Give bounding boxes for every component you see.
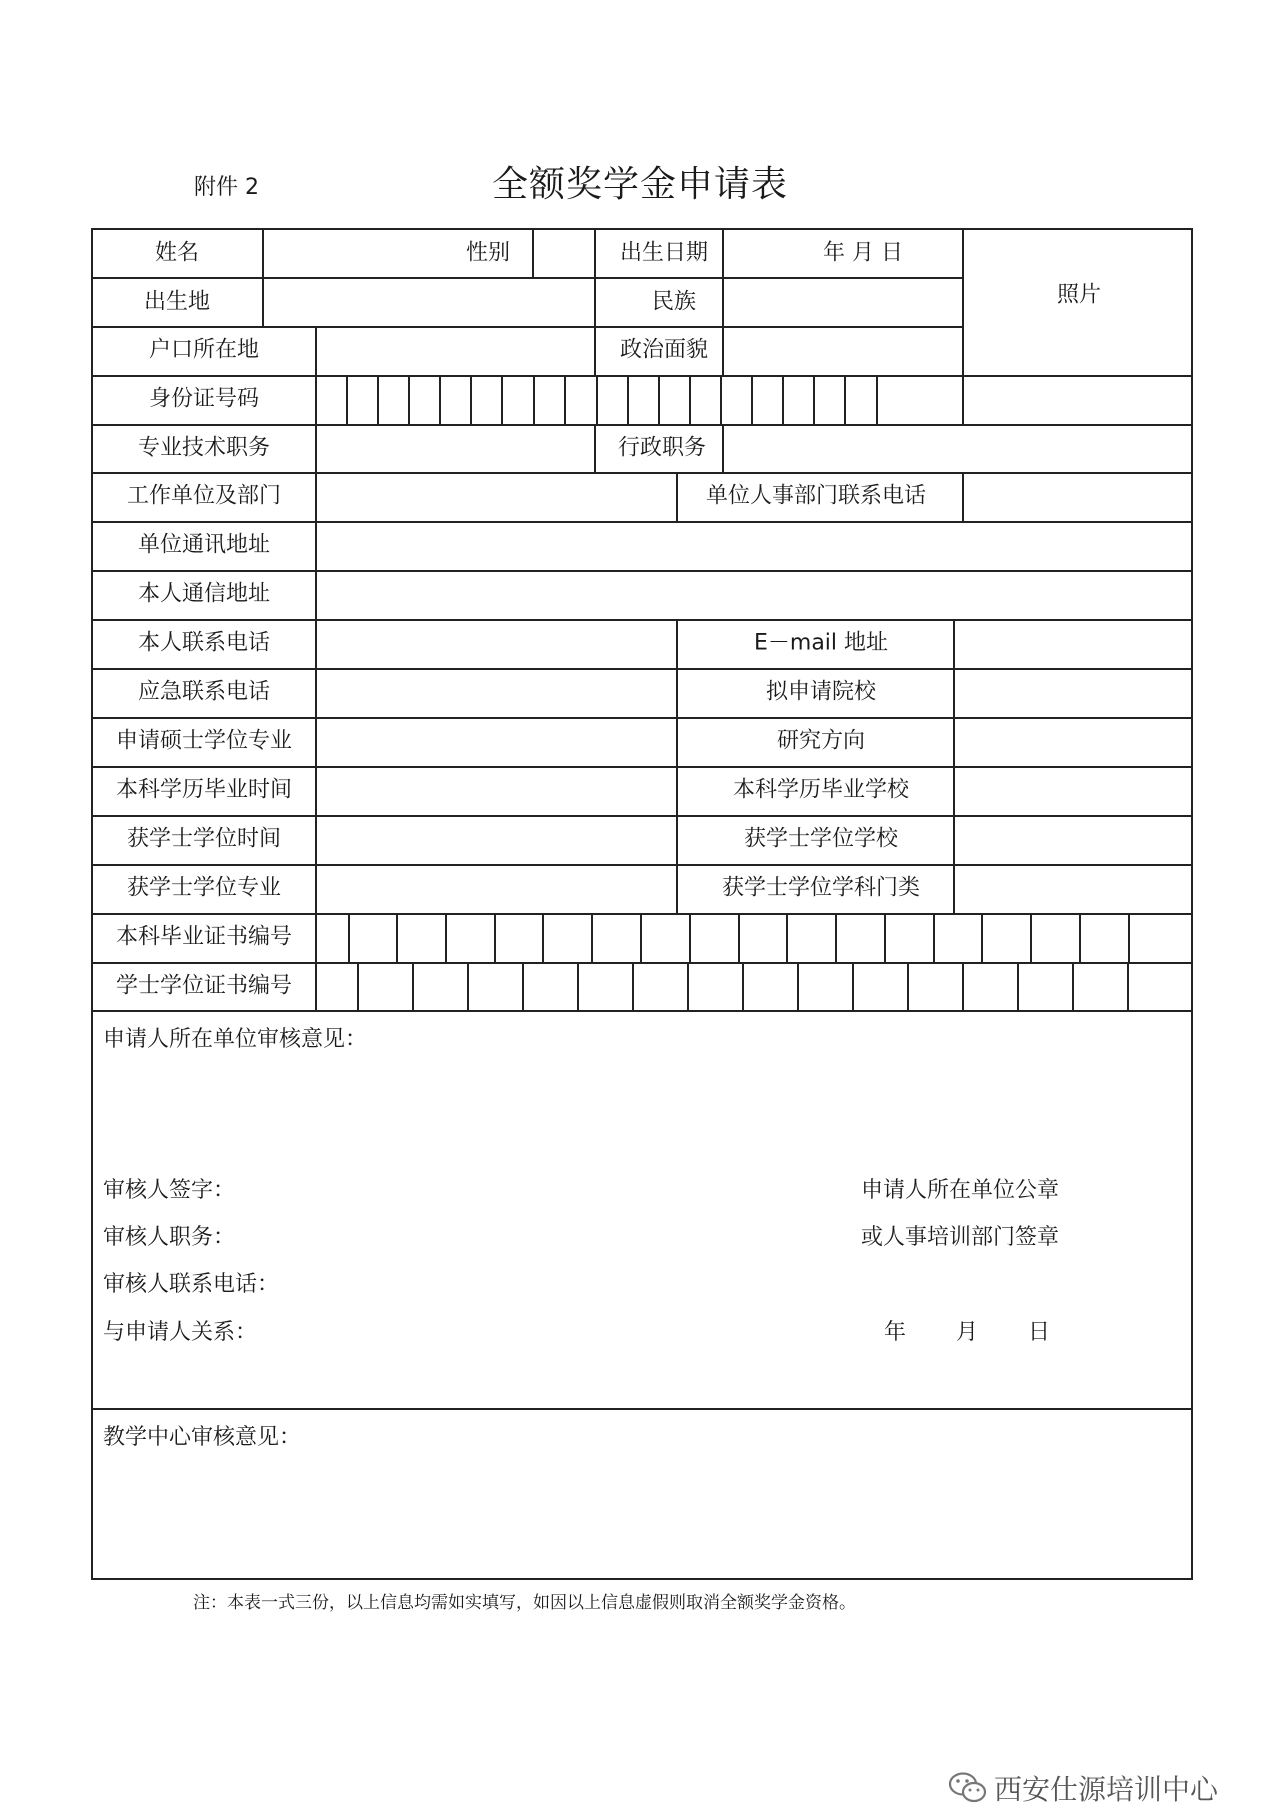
- cert-digit-box: [962, 962, 964, 1010]
- row-divider: [93, 962, 1191, 964]
- diploma-digit-box: [738, 913, 740, 962]
- row-divider: [93, 815, 1191, 817]
- emergency-phone-field[interactable]: [317, 668, 676, 716]
- hukou-field[interactable]: [317, 326, 594, 376]
- relationship-label: 与申请人关系：: [103, 1320, 258, 1345]
- name-label: 姓名: [154, 240, 200, 266]
- emergency-phone-label: 应急联系电话: [137, 679, 271, 705]
- id-digit-box: [844, 375, 846, 424]
- diploma-digit-box: [445, 913, 447, 962]
- cert-digit-box: [797, 962, 799, 1010]
- photo-divider: [962, 230, 964, 375]
- column-divider: [722, 230, 724, 277]
- cert-digit-box: [1127, 962, 1129, 1010]
- row-divider: [93, 766, 1191, 768]
- seal-line-1: 申请人所在单位公章: [861, 1178, 1060, 1203]
- row-divider: [93, 864, 1191, 866]
- cert-digit-box: [577, 962, 579, 1010]
- email-field[interactable]: [955, 619, 1193, 667]
- personal-address-field[interactable]: [317, 570, 1193, 618]
- id-digit-box: [377, 375, 379, 424]
- diploma-digit-box: [689, 913, 691, 962]
- date-day: 日: [1028, 1320, 1051, 1345]
- admin-position-field[interactable]: [724, 424, 1193, 472]
- column-divider: [315, 913, 317, 962]
- row-divider: [93, 1010, 1191, 1012]
- column-divider: [315, 962, 317, 1010]
- employer-address-field[interactable]: [317, 521, 1193, 569]
- id-digit-box: [876, 375, 878, 424]
- diploma-digit-box: [396, 913, 398, 962]
- id-digit-box: [408, 375, 410, 424]
- diploma-digit-box: [1079, 913, 1081, 962]
- diploma-digit-box: [542, 913, 544, 962]
- employer-address-label: 单位通讯地址: [137, 532, 271, 558]
- target-school-label: 拟申请院校: [765, 679, 877, 705]
- birthplace-label: 出生地: [143, 289, 211, 315]
- hr-phone-field[interactable]: [963, 472, 1193, 520]
- column-divider: [262, 230, 264, 277]
- diploma-digit-box: [1128, 913, 1130, 962]
- birth-date-label: 出生日期: [619, 240, 709, 266]
- degree-category-label: 获学士学位学科门类: [721, 875, 921, 901]
- ethnicity-label: 民族: [651, 289, 697, 315]
- gender-field[interactable]: [534, 230, 594, 277]
- professional-title-field[interactable]: [317, 424, 594, 472]
- grad-school-label: 本科学历毕业学校: [732, 777, 910, 803]
- grad-time-field[interactable]: [317, 766, 676, 814]
- diploma-digit-box: [933, 913, 935, 962]
- diploma-no-label: 本科毕业证书编号: [115, 924, 293, 950]
- email-label: E－mail 地址: [753, 630, 889, 656]
- name-field[interactable]: [264, 230, 474, 277]
- cert-digit-box: [1072, 962, 1074, 1010]
- reviewer-position-label: 审核人职务：: [103, 1225, 236, 1250]
- hr-phone-label: 单位人事部门联系电话: [705, 483, 927, 509]
- column-divider: [594, 424, 596, 472]
- cert-digit-box: [742, 962, 744, 1010]
- photo-box[interactable]: [963, 230, 1193, 376]
- employer-opinion-label: 申请人所在单位审核意见：: [103, 1027, 368, 1052]
- column-divider: [532, 230, 534, 277]
- id-digit-box: [501, 375, 503, 424]
- row-divider: [93, 375, 1191, 377]
- column-divider: [315, 375, 317, 424]
- row-divider: [93, 277, 962, 279]
- wechat-icon: [948, 1771, 988, 1805]
- degree-school-field[interactable]: [955, 815, 1193, 863]
- column-divider: [676, 619, 678, 913]
- column-divider: [315, 521, 317, 619]
- column-divider: [315, 619, 317, 913]
- column-divider: [953, 619, 955, 913]
- personal-phone-label: 本人联系电话: [137, 630, 271, 656]
- political-status-field[interactable]: [724, 326, 962, 376]
- attachment-label: 附件 2: [194, 175, 259, 200]
- cert-digit-box: [412, 962, 414, 1010]
- master-major-label: 申请硕士学位专业: [115, 728, 293, 754]
- degree-cert-no-label: 学士学位证书编号: [115, 973, 293, 999]
- id-digit-box: [813, 375, 815, 424]
- center-opinion-label: 教学中心审核意见：: [103, 1425, 302, 1450]
- diploma-digit-box: [494, 913, 496, 962]
- column-divider: [722, 424, 724, 472]
- degree-major-field[interactable]: [317, 864, 676, 912]
- birth-date-placeholder: 年 月 日: [823, 240, 903, 266]
- row-divider: [93, 717, 1191, 719]
- hukou-label: 户口所在地: [148, 337, 260, 363]
- id-digit-box: [627, 375, 629, 424]
- diploma-digit-box: [981, 913, 983, 962]
- page-title: 全额奖学金申请表: [491, 164, 788, 205]
- column-divider: [676, 472, 678, 521]
- cert-digit-box: [467, 962, 469, 1010]
- date-year: 年: [884, 1320, 907, 1345]
- employer-dept-field[interactable]: [317, 472, 676, 520]
- diploma-digit-box: [884, 913, 886, 962]
- degree-school-label: 获学士学位学校: [743, 826, 899, 852]
- personal-phone-field[interactable]: [317, 619, 676, 667]
- cert-digit-box: [1017, 962, 1019, 1010]
- diploma-digit-box: [640, 913, 642, 962]
- admin-position-label: 行政职务: [617, 435, 707, 461]
- employer-dept-label: 工作单位及部门: [126, 483, 282, 509]
- cert-digit-box: [522, 962, 524, 1010]
- watermark: [948, 1768, 1218, 1808]
- professional-title-label: 专业技术职务: [137, 435, 271, 461]
- cert-digit-box: [907, 962, 909, 1010]
- ethnicity-field[interactable]: [724, 278, 962, 326]
- column-divider: [722, 277, 724, 326]
- date-month: 月: [956, 1320, 979, 1345]
- column-divider: [594, 230, 596, 277]
- grad-time-label: 本科学历毕业时间: [115, 777, 293, 803]
- column-divider: [262, 277, 264, 326]
- birthplace-field[interactable]: [264, 278, 594, 326]
- diploma-digit-box: [786, 913, 788, 962]
- row-divider: [93, 913, 1191, 915]
- column-divider: [594, 326, 596, 375]
- reviewer-phone-label: 审核人联系电话：: [103, 1272, 280, 1297]
- row-divider: [93, 424, 1191, 426]
- row-divider: [93, 668, 1191, 670]
- id-digit-box: [782, 375, 784, 424]
- column-divider: [722, 326, 724, 375]
- id-digit-box: [533, 375, 535, 424]
- photo-label: 照片: [1056, 282, 1102, 308]
- research-direction-label: 研究方向: [776, 728, 866, 754]
- row-divider: [93, 570, 1191, 572]
- id-digit-box: [751, 375, 753, 424]
- personal-address-label: 本人通信地址: [137, 581, 271, 607]
- degree-category-field[interactable]: [955, 864, 1193, 912]
- degree-time-label: 获学士学位时间: [126, 826, 282, 852]
- column-divider: [594, 277, 596, 326]
- id-digit-box: [596, 375, 598, 424]
- cert-digit-box: [687, 962, 689, 1010]
- political-status-label: 政治面貌: [619, 337, 709, 363]
- id-digit-box: [658, 375, 660, 424]
- reviewer-signature-label: 审核人签字：: [103, 1178, 236, 1203]
- column-divider: [315, 326, 317, 375]
- column-divider: [315, 424, 317, 472]
- row-divider: [93, 521, 1191, 523]
- seal-line-2: 或人事培训部门签章: [861, 1225, 1060, 1250]
- master-major-field[interactable]: [317, 717, 676, 765]
- id-digit-box: [689, 375, 691, 424]
- id-digit-box: [564, 375, 566, 424]
- employer-opinion-area[interactable]: [93, 1010, 1193, 1406]
- id-digit-box: [439, 375, 441, 424]
- column-divider: [962, 472, 964, 521]
- degree-time-field[interactable]: [317, 815, 676, 863]
- center-opinion-area[interactable]: [93, 1408, 1193, 1578]
- footnote: 注：本表一式三份，以上信息均需如实填写，如因以上信息虚假则取消全额奖学金资格。: [193, 1593, 856, 1613]
- gender-label: 性别: [465, 240, 511, 266]
- grad-school-field[interactable]: [955, 766, 1193, 814]
- column-divider: [962, 375, 964, 424]
- id-digit-box: [346, 375, 348, 424]
- cert-digit-box: [632, 962, 634, 1010]
- diploma-digit-box: [835, 913, 837, 962]
- cert-digit-box: [852, 962, 854, 1010]
- diploma-digit-box: [1030, 913, 1032, 962]
- application-form: [91, 228, 1193, 1580]
- target-school-field[interactable]: [955, 668, 1193, 716]
- row-divider: [93, 619, 1191, 621]
- cert-digit-box: [357, 962, 359, 1010]
- column-divider: [315, 472, 317, 521]
- id-digit-box: [470, 375, 472, 424]
- section-divider: [93, 1408, 1191, 1410]
- row-divider: [93, 326, 962, 328]
- research-direction-field[interactable]: [955, 717, 1193, 765]
- id-digit-box: [720, 375, 722, 424]
- row-divider: [93, 472, 1191, 474]
- id-number-label: 身份证号码: [148, 386, 260, 412]
- diploma-digit-box: [348, 913, 350, 962]
- degree-major-label: 获学士学位专业: [126, 875, 282, 901]
- watermark-text: 西安仕源培训中心: [994, 1773, 1219, 1806]
- diploma-digit-box: [591, 913, 593, 962]
